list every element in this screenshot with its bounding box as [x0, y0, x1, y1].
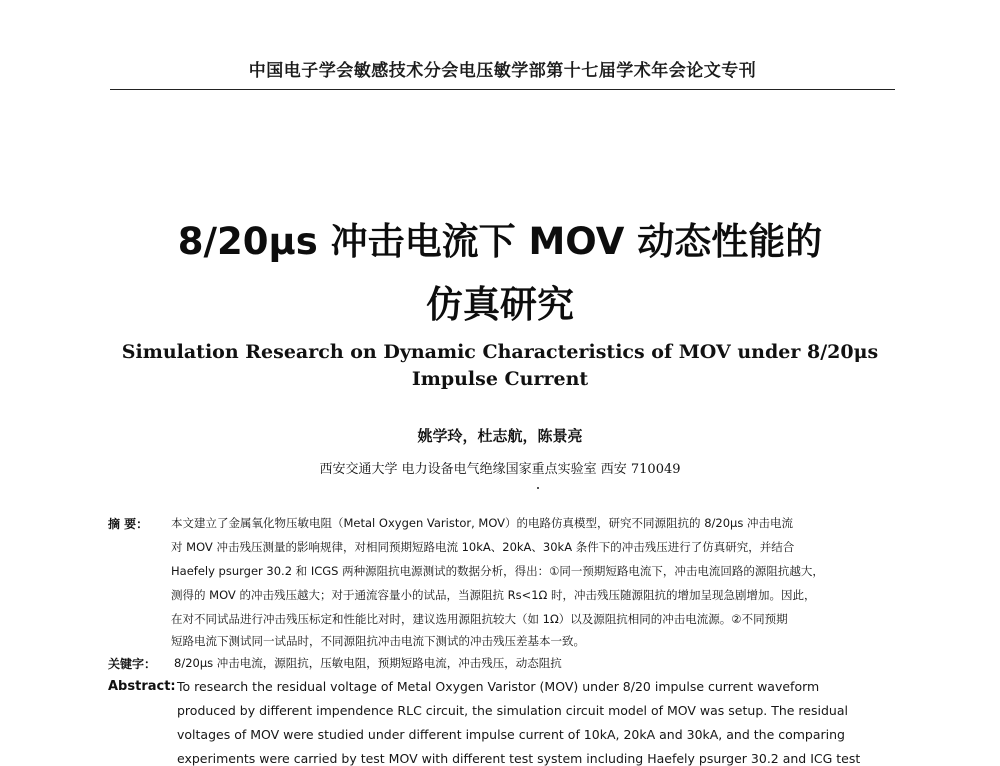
abstract-en-line: produced by different impendence RLC circuit, the simulation circuit model of MOV was setup. The residual [177, 703, 848, 718]
abstract-zh-label: 摘 要： [108, 517, 149, 531]
abstract-zh-line: 本文建立了金属氧化物压敏电阻（Metal Oxygen Varistor, MOV）的电路仿真模型，研究不同源阻抗的 8/20μs 冲击电流 [171, 516, 793, 530]
journal-header: 中国电子学会敏感技术分会电压敏学部第十七届学术年会论文专刊 [248, 61, 757, 81]
abstract-zh-line: 对 MOV 冲击残压测量的影响规律，对相同预期短路电流 10kA、20kA、30kA 条件下的冲击残压进行了仿真研究，并结合 [171, 540, 795, 554]
title-en-line-2: Impulse Current [411, 368, 589, 390]
keywords-zh-label: 关键字： [108, 657, 157, 671]
title-zh-line-1: 8/20μs 冲击电流下 MOV 动态性能的 [177, 220, 823, 263]
title-zh-line-2: 仿真研究 [426, 283, 574, 326]
abstract-zh-line: Haefely psurger 30.2 和 ICGS 两种源阻抗电源测试的数据分析，得出：①同一预期短路电流下，冲击电流回路的源阻抗越大， [171, 564, 824, 578]
abstract-zh-line: 测得的 MOV 的冲击残压越大；对于通流容量小的试品，当源阻抗 Rs<1Ω 时，冲击残压随源阻抗的增加呈现急剧增加。因此， [171, 588, 816, 602]
header-rule [110, 89, 895, 90]
title-en-line-1: Simulation Research on Dynamic Characteristics of MOV under 8/20μs [121, 341, 879, 363]
affiliation: 西安交通大学 电力设备电气绝缘国家重点实验室 西安 710049 [319, 462, 681, 477]
abstract-zh-line: 在对不同试品进行冲击残压标定和性能比对时，建议选用源阻抗较大（如 1Ω）以及源阻抗相同的冲击电流源。②不同预期 [171, 612, 788, 626]
abstract-en-line: experiments were carried by test MOV with different test system including Haefely psurger 30.2 and ICG test [177, 751, 861, 766]
abstract-en-line: voltages of MOV were studied under different impulse current of 10kA, 20kA and 30kA, and the comparing [177, 727, 845, 742]
keywords-zh-text: 8/20μs 冲击电流，源阻抗，压敏电阻，预期短路电流，冲击残压，动态阻抗 [174, 656, 562, 670]
abstract-en-line: To research the residual voltage of Metal Oxygen Varistor (MOV) under 8/20 impulse current waveform [177, 679, 820, 694]
authors: 姚学玲，杜志航，陈景亮 [417, 427, 583, 445]
abstract-zh-line: 短路电流下测试同一试品时，不同源阻抗冲击电流下测试的冲击残压差基本一致。 [171, 634, 585, 648]
abstract-en-label: Abstract: [108, 679, 176, 694]
ink-dot [537, 487, 539, 489]
